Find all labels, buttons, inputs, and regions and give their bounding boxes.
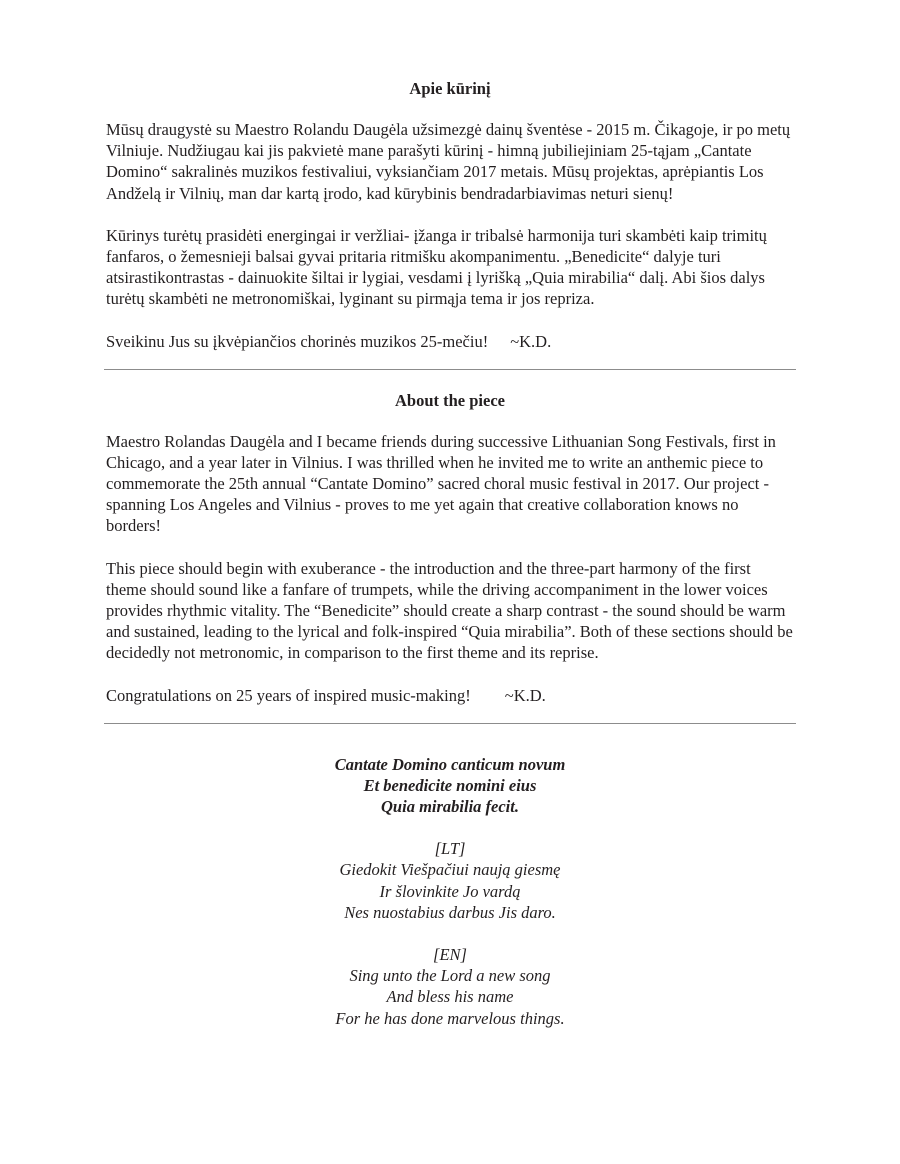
- en-closing-line: [106, 685, 794, 706]
- lt-closing-text: Sveikinu Jus su įkvėpiančios chorinės muzikos 25-mečiu!: [106, 331, 489, 351]
- section-divider-2: [104, 723, 796, 724]
- en-verse-line: For he has done marvelous things.: [335, 1008, 565, 1028]
- english-translation-block: [106, 944, 794, 1029]
- lt-signature: ~K.D.: [510, 331, 552, 351]
- lt-verse-line: Nes nuostabius darbus Jis daro.: [344, 902, 556, 922]
- en-closing-text: Congratulations on 25 years of inspired music-making!: [106, 685, 471, 705]
- lt-label: [LT]: [434, 839, 466, 859]
- en-verse-line: And bless his name: [386, 987, 514, 1007]
- latin-line: Et benedicite nomini eius: [363, 775, 537, 795]
- lt-closing-line: [106, 331, 794, 352]
- latin-line: Quia mirabilia fecit.: [381, 797, 519, 817]
- sung-text-section: [106, 744, 794, 1029]
- lithuanian-notes-section: [106, 78, 794, 352]
- section-divider-1: [104, 369, 796, 370]
- en-signature: ~K.D.: [504, 685, 546, 705]
- en-label: [EN]: [433, 945, 467, 965]
- lt-verse-line: Ir šlovinkite Jo vardą: [379, 881, 521, 901]
- lt-paragraph-2: Kūrinys turėtų prasidėti energingai ir veržliai- įžanga ir tribalsė harmonija turi skambėti kaip trimitų fanfaros, o žemesnieji balsai gyvai pritaria ritmišku akompanimentu. „Benedicite“ dalyje turi atsirastikontrastas - dainuokite šiltai ir lygiai, vesdami į lyrišką „Quia mirabilia“ dalį. Abi šios dalys turėtų skambėti ne metronomiškai, lyginant su pirmąja tema ir jos repriza.: [106, 225, 767, 309]
- english-notes-section: [106, 390, 794, 706]
- lt-paragraph-1: Mūsų draugystė su Maestro Rolandu Daugėla užsimezgė dainų šventėse - 2015 m. Čikagoje, ir po metų Vilniuje. Nudžiugau kai jis pakvietė mane parašyti kūrinį - himną jubiliejiniam 25-tąjam „Cantate Domino“ sakralinės muzikos festivaliui, vyksiančiam 2017 metais. Mūsų projektas, aprėpiantis Los Andželą ir Vilnių, man dar kartą įrodo, kad kūrybinis bendradarbiavimas neturi sienų!: [106, 120, 791, 203]
- lithuanian-translation-block: [106, 838, 794, 923]
- section-heading-en: About the piece: [395, 390, 505, 410]
- lt-verse-line: Giedokit Viešpačiui naują giesmę: [339, 860, 561, 880]
- latin-text-block: [106, 754, 794, 818]
- document-page: [106, 78, 794, 1050]
- en-paragraph-2: This piece should begin with exuberance - the introduction and the three-part harmony of the first theme should sound like a fanfare of trumpets, while the driving accompaniment in the lower voices provides rhythmic vitality. The “Benedicite” should create a sharp contrast - the sound should be warm and sustained, leading to the lyrical and folk-inspired “Quia mirabilia”. Both of these sections should be decidedly not metronomic, in comparison to the first theme and its reprise.: [106, 558, 793, 663]
- en-verse-line: Sing unto the Lord a new song: [349, 966, 551, 986]
- latin-line: Cantate Domino canticum novum: [334, 754, 566, 774]
- section-heading-lt: Apie kūrinį: [409, 79, 491, 98]
- en-paragraph-1: Maestro Rolandas Daugėla and I became friends during successive Lithuanian Song Festivals, first in Chicago, and a year later in Vilnius. I was thrilled when he invited me to write an anthemic piece to commemorate the 25th annual “Cantate Domino” sacred choral music festival in 2017. Our project - spanning Los Angeles and Vilnius - proves to me yet again that creative collaboration knows no borders!: [106, 431, 776, 536]
